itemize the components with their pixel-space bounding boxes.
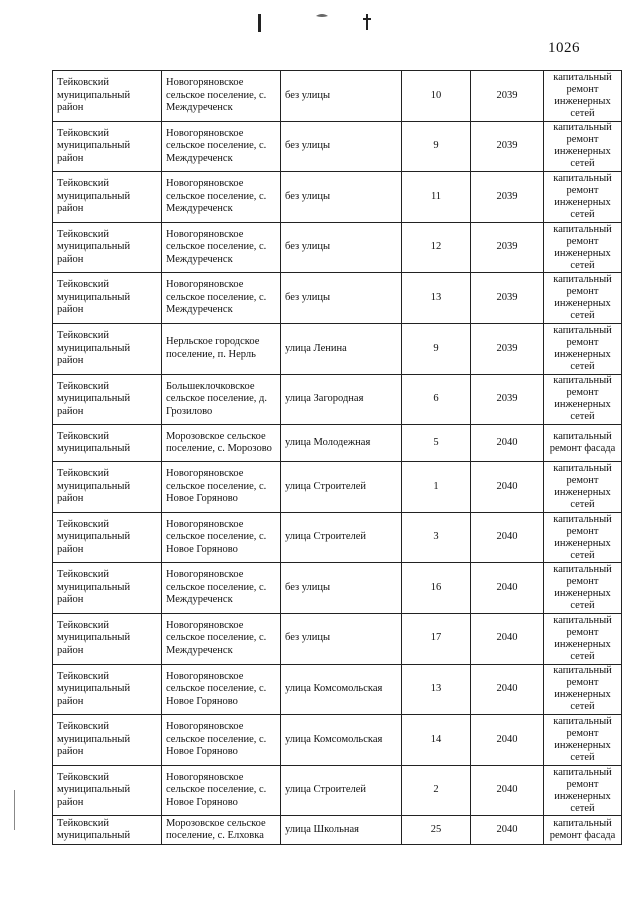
house-number-cell: 14 [402, 715, 471, 766]
year-cell: 2040 [471, 715, 544, 766]
district-cell: Тейковский муниципальный район [53, 273, 162, 324]
district-cell: Тейковский муниципальный район [53, 715, 162, 766]
year-cell: 2040 [471, 563, 544, 614]
district-cell: Тейковский муниципальный [53, 425, 162, 462]
table-row [53, 172, 622, 223]
street-cell: улица Ленина [281, 323, 402, 374]
house-number-cell: 17 [402, 613, 471, 664]
work-type-cell: капитальный ремонт инженерных сетей [544, 71, 622, 122]
work-type-cell: капитальный ремонт инженерных сетей [544, 222, 622, 273]
work-type-cell: капитальный ремонт фасада [544, 425, 622, 462]
street-cell: без улицы [281, 121, 402, 172]
district-cell: Тейковский муниципальный район [53, 222, 162, 273]
district-cell: Тейковский муниципальный район [53, 462, 162, 513]
settlement-cell: Новогоряновское сельское поселение, с. Новое Горяново [162, 715, 281, 766]
settlement-cell: Новогоряновское сельское поселение, с. Междуреченск [162, 222, 281, 273]
page-number: 1026 [548, 40, 580, 56]
year-cell: 2040 [471, 512, 544, 563]
table-row [53, 512, 622, 563]
year-cell: 2039 [471, 71, 544, 122]
year-cell: 2039 [471, 121, 544, 172]
housing-repair-table [52, 70, 622, 845]
settlement-cell: Новогоряновское сельское поселение, с. Междуреченск [162, 563, 281, 614]
street-cell: улица Школьная [281, 816, 402, 845]
district-cell: Тейковский муниципальный район [53, 512, 162, 563]
work-type-cell: капитальный ремонт инженерных сетей [544, 715, 622, 766]
house-number-cell: 12 [402, 222, 471, 273]
house-number-cell: 11 [402, 172, 471, 223]
district-cell: Тейковский муниципальный [53, 816, 162, 845]
table-row [53, 121, 622, 172]
house-number-cell: 10 [402, 71, 471, 122]
settlement-cell: Большеклочковское сельское поселение, д. Грозилово [162, 374, 281, 425]
year-cell: 2040 [471, 765, 544, 816]
settlement-cell: Новогоряновское сельское поселение, с. Междуреченск [162, 121, 281, 172]
district-cell: Тейковский муниципальный район [53, 71, 162, 122]
year-cell: 2039 [471, 222, 544, 273]
work-type-cell: капитальный ремонт инженерных сетей [544, 121, 622, 172]
table-row [53, 425, 622, 462]
street-cell: улица Комсомольская [281, 715, 402, 766]
work-type-cell: капитальный ремонт инженерных сетей [544, 374, 622, 425]
table-row [53, 563, 622, 614]
work-type-cell: капитальный ремонт инженерных сетей [544, 172, 622, 223]
settlement-cell: Новогоряновское сельское поселение, с. Новое Горяново [162, 765, 281, 816]
house-number-cell: 1 [402, 462, 471, 513]
house-number-cell: 6 [402, 374, 471, 425]
table-row [53, 765, 622, 816]
district-cell: Тейковский муниципальный район [53, 765, 162, 816]
district-cell: Тейковский муниципальный район [53, 323, 162, 374]
settlement-cell: Нерльское городское поселение, п. Нерль [162, 323, 281, 374]
year-cell: 2040 [471, 664, 544, 715]
table-row [53, 715, 622, 766]
settlement-cell: Новогоряновское сельское поселение, с. Междуреченск [162, 613, 281, 664]
district-cell: Тейковский муниципальный район [53, 664, 162, 715]
work-type-cell: капитальный ремонт инженерных сетей [544, 273, 622, 324]
street-cell: улица Строителей [281, 765, 402, 816]
year-cell: 2039 [471, 374, 544, 425]
margin-line [14, 790, 15, 830]
work-type-cell: капитальный ремонт инженерных сетей [544, 664, 622, 715]
scan-mark [258, 8, 378, 38]
street-cell: улица Загородная [281, 374, 402, 425]
settlement-cell: Морозовское сельское поселение, с. Морозово [162, 425, 281, 462]
year-cell: 2039 [471, 172, 544, 223]
work-type-cell: капитальный ремонт инженерных сетей [544, 323, 622, 374]
settlement-cell: Новогоряновское сельское поселение, с. Новое Горяново [162, 664, 281, 715]
settlement-cell: Новогоряновское сельское поселение, с. Междуреченск [162, 273, 281, 324]
year-cell: 2040 [471, 462, 544, 513]
street-cell: улица Строителей [281, 462, 402, 513]
table-row [53, 613, 622, 664]
house-number-cell: 13 [402, 664, 471, 715]
work-type-cell: капитальный ремонт инженерных сетей [544, 765, 622, 816]
year-cell: 2040 [471, 425, 544, 462]
work-type-cell: капитальный ремонт инженерных сетей [544, 563, 622, 614]
settlement-cell: Новогоряновское сельское поселение, с. Междуреченск [162, 172, 281, 223]
table-row [53, 323, 622, 374]
district-cell: Тейковский муниципальный район [53, 172, 162, 223]
house-number-cell: 3 [402, 512, 471, 563]
settlement-cell: Новогоряновское сельское поселение, с. Новое Горяново [162, 462, 281, 513]
street-cell: улица Строителей [281, 512, 402, 563]
street-cell: без улицы [281, 563, 402, 614]
district-cell: Тейковский муниципальный район [53, 613, 162, 664]
street-cell: без улицы [281, 222, 402, 273]
table-row [53, 664, 622, 715]
district-cell: Тейковский муниципальный район [53, 563, 162, 614]
table-row [53, 71, 622, 122]
street-cell: без улицы [281, 613, 402, 664]
settlement-cell: Новогоряновское сельское поселение, с. Междуреченск [162, 71, 281, 122]
street-cell: улица Молодежная [281, 425, 402, 462]
table-row [53, 374, 622, 425]
year-cell: 2040 [471, 613, 544, 664]
work-type-cell: капитальный ремонт инженерных сетей [544, 462, 622, 513]
year-cell: 2040 [471, 816, 544, 845]
work-type-cell: капитальный ремонт инженерных сетей [544, 512, 622, 563]
work-type-cell: капитальный ремонт инженерных сетей [544, 613, 622, 664]
settlement-cell: Морозовское сельское поселение, с. Елховка [162, 816, 281, 845]
table-row [53, 273, 622, 324]
work-type-cell: капитальный ремонт фасада [544, 816, 622, 845]
district-cell: Тейковский муниципальный район [53, 121, 162, 172]
year-cell: 2039 [471, 323, 544, 374]
street-cell: без улицы [281, 273, 402, 324]
house-number-cell: 13 [402, 273, 471, 324]
street-cell: без улицы [281, 172, 402, 223]
year-cell: 2039 [471, 273, 544, 324]
table-row [53, 222, 622, 273]
street-cell: улица Комсомольская [281, 664, 402, 715]
table-row [53, 816, 622, 845]
house-number-cell: 9 [402, 121, 471, 172]
street-cell: без улицы [281, 71, 402, 122]
district-cell: Тейковский муниципальный район [53, 374, 162, 425]
house-number-cell: 16 [402, 563, 471, 614]
table-row [53, 462, 622, 513]
house-number-cell: 2 [402, 765, 471, 816]
house-number-cell: 5 [402, 425, 471, 462]
house-number-cell: 25 [402, 816, 471, 845]
settlement-cell: Новогоряновское сельское поселение, с. Новое Горяново [162, 512, 281, 563]
house-number-cell: 9 [402, 323, 471, 374]
